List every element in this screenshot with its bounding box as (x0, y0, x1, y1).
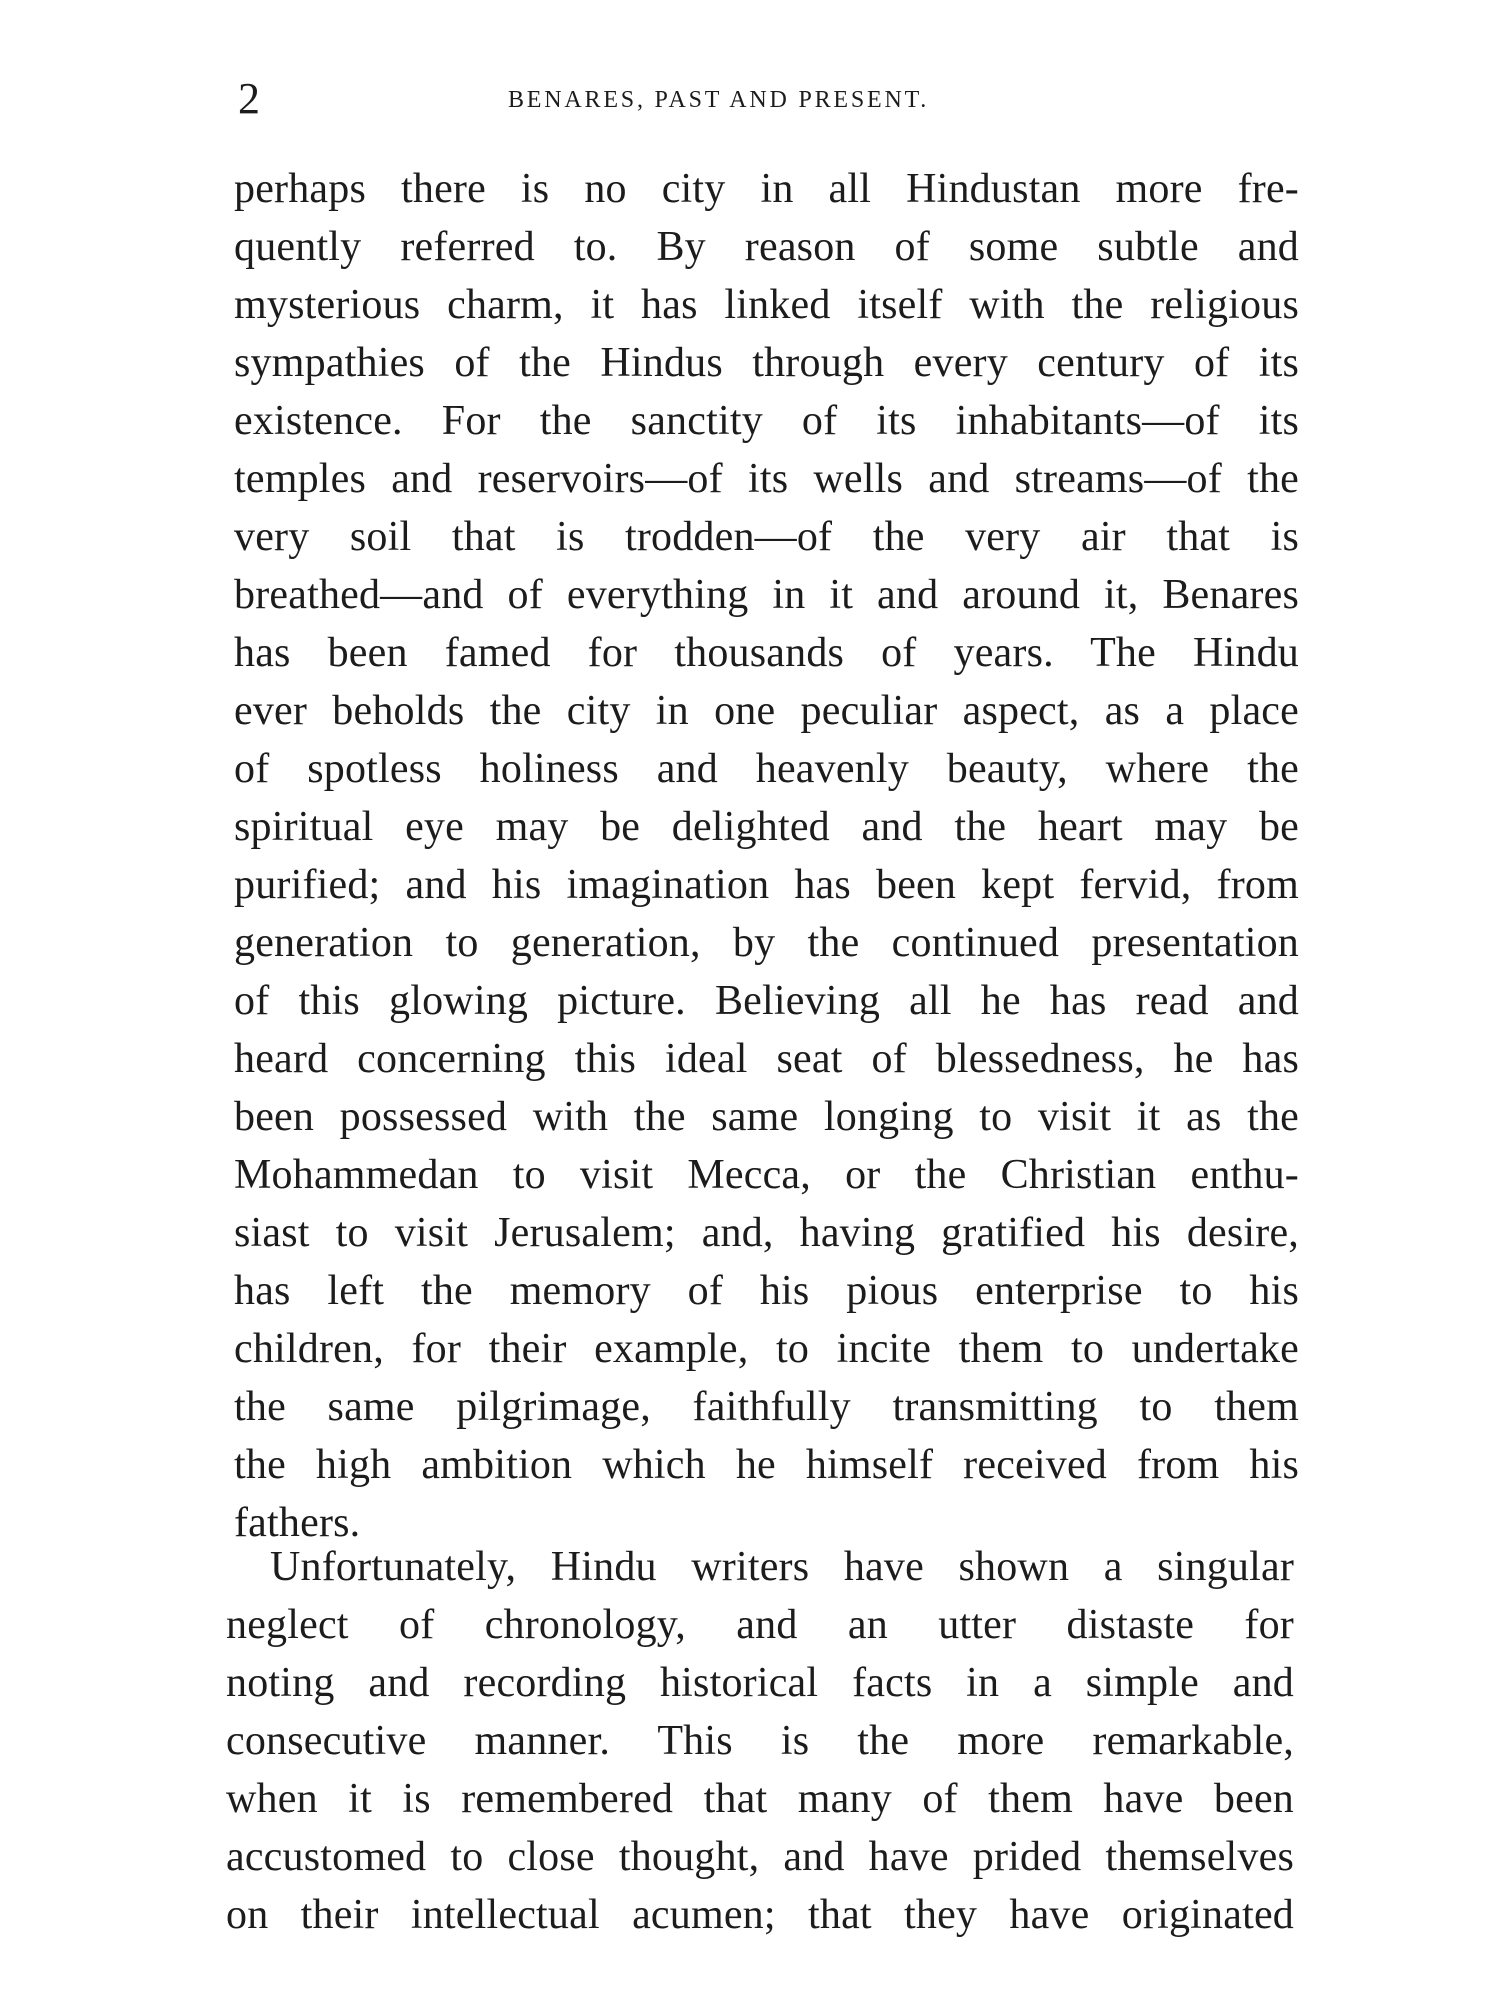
text-line: children, for their example, to incite them to undertake (234, 1326, 1299, 1372)
text-line: generation to generation, by the continued presentation (234, 920, 1299, 966)
text-line: accustomed to close thought, and have prided themselves (226, 1834, 1294, 1880)
text-line: fathers. (234, 1500, 361, 1546)
text-line: breathed—and of everything in it and around it, Benares (234, 572, 1299, 618)
text-line: been possessed with the same longing to visit it as the (234, 1094, 1299, 1140)
text-line: on their intellectual acumen; that they have originated (226, 1892, 1294, 1938)
text-line: the high ambition which he himself received from his (234, 1442, 1299, 1488)
running-title: BENARES, PAST AND PRESENT. (508, 87, 930, 113)
text-line: heard concerning this ideal seat of blessedness, he has (234, 1036, 1299, 1082)
text-line: has been famed for thousands of years. The Hindu (234, 630, 1299, 676)
text-line: spiritual eye may be delighted and the heart may be (234, 804, 1299, 850)
text-line: ever beholds the city in one peculiar aspect, as a place (234, 688, 1299, 734)
text-line: siast to visit Jerusalem; and, having gratified his desire, (234, 1210, 1299, 1256)
text-line: Unfortunately, Hindu writers have shown a singular (270, 1544, 1294, 1590)
page-number: 2 (238, 74, 261, 123)
text-line: mysterious charm, it has linked itself with the religious (234, 282, 1299, 328)
text-line: of spotless holiness and heavenly beauty, where the (234, 746, 1299, 792)
text-line: perhaps there is no city in all Hindustan more fre- (234, 166, 1299, 212)
text-line: purified; and his imagination has been kept fervid, from (234, 862, 1299, 908)
text-line: very soil that is trodden—of the very air that is (234, 514, 1299, 560)
running-head (238, 74, 1298, 124)
text-line: existence. For the sanctity of its inhabitants—of its (234, 398, 1299, 444)
paragraph-1 (234, 160, 1299, 1552)
text-line: noting and recording historical facts in a simple and (226, 1660, 1294, 1706)
text-line: quently referred to. By reason of some subtle and (234, 224, 1299, 270)
text-line: has left the memory of his pious enterprise to his (234, 1268, 1299, 1314)
text-line: sympathies of the Hindus through every century of its (234, 340, 1299, 386)
text-line: the same pilgrimage, faithfully transmitting to them (234, 1384, 1299, 1430)
paragraph-2 (226, 1538, 1294, 1944)
text-line: temples and reservoirs—of its wells and streams—of the (234, 456, 1299, 502)
text-line: when it is remembered that many of them have been (226, 1776, 1294, 1822)
text-line: of this glowing picture. Believing all he has read and (234, 978, 1299, 1024)
text-line: neglect of chronology, and an utter distaste for (226, 1602, 1294, 1648)
text-line: consecutive manner. This is the more remarkable, (226, 1718, 1294, 1764)
text-line: Mohammedan to visit Mecca, or the Christian enthu- (234, 1152, 1299, 1198)
